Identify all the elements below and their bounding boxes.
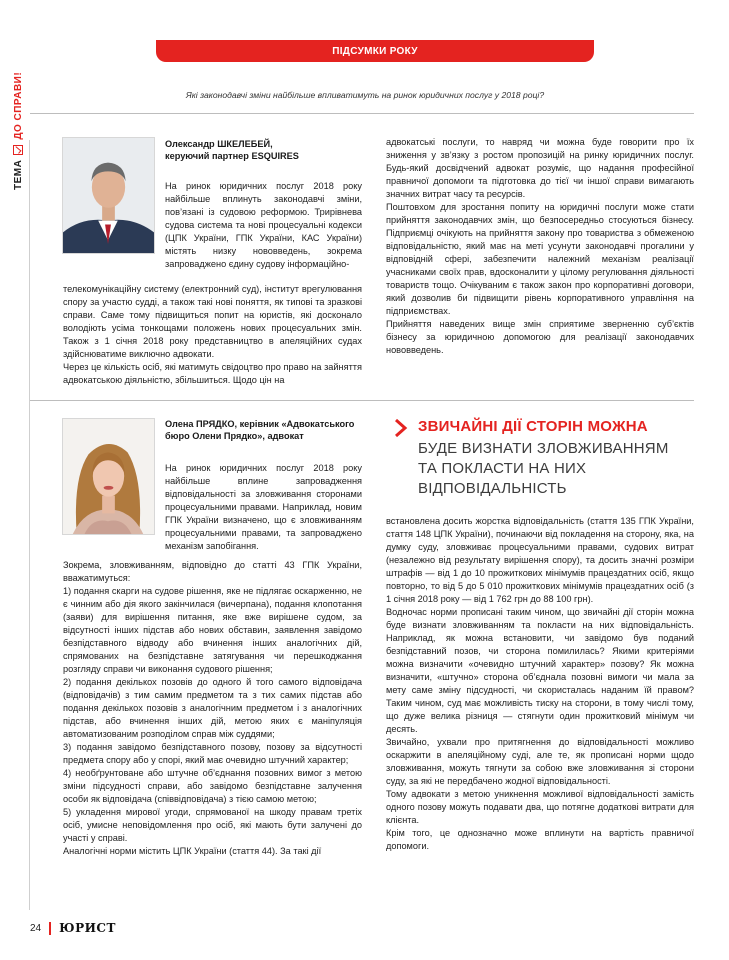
- list-item: 3) подання завідомо безпідставного позову, позову за відсутності предмета спору або у спорі, який має очевидно штучний характер;: [63, 742, 362, 765]
- list-item: 5) укладення мирової угоди, спрямованої на шкоду правам третіх осіб, умисне неповідомлення про осіб, які мають бути залучені до участі у справі.: [63, 807, 362, 843]
- pull-quote-heading: ЗВИЧАЙНІ ДІЇ СТОРІН МОЖНА: [418, 418, 648, 435]
- pull-quote-line: ТА ПОКЛАСТИ НА НИХ: [418, 460, 587, 477]
- pull-quote-line: ВІДПОВІДАЛЬНІСТЬ: [418, 480, 567, 497]
- section-header-bar: [156, 40, 594, 62]
- paragraph: Аналогічні норми містить ЦПК України (стаття 44). За такі дії: [63, 846, 322, 856]
- pull-quote-line: БУДЕ ВИЗНАТИ ЗЛОВЖИВАННЯМ: [418, 440, 669, 457]
- side-divider: [29, 140, 30, 910]
- paragraph: встановлена досить жорстка відповідальність (стаття 135 ГПК України, стаття 148 ЦПК України), починаючи від покладення на сторону, яка, на думку суду, зловживає процесуальними правами, судових витрат (незалежно від результату вирішення спору), та досить значні розміри штрафів — від 1 до 10 прожиткових мінімумів працездатних осіб, якщо повторно, то від 5 до 5 010 прожиткових мінімумів працездатних осіб (з 1 січня 2018 року — від 1 762 грн до 88 100 грн).: [386, 516, 694, 604]
- chevron-right-icon: [393, 418, 409, 438]
- middle-divider: [30, 400, 694, 401]
- paragraph: Крім того, це однозначно може вплинути на вартість правничої допомоги.: [386, 828, 694, 851]
- magazine-logo: ЮРИСТ: [59, 921, 116, 935]
- paragraph: адвокатські послуги, то навряд чи можна буде говорити про їх зниження у зв’язку з ростом пропозицій на ринку юридичних послуг. Будь-який досвідчений адвокат розуміє, що надання професійної правничої допомоги та підготовка до тієї чи іншої справи вимагають значних витрат часу та ресурсів.: [386, 137, 694, 199]
- paragraph: Зокрема, зловживанням, відповідно до статті 43 ГПК України, вважатимуться:: [63, 560, 362, 583]
- list-item: 4) необґрунтоване або штучне об’єднання позовних вимог з метою зміни підсудності справи, або завідомо безпідставне залучення особи як відповідача (співвідповідача) з тією самою метою;: [63, 768, 362, 804]
- paragraph: Водночас норми прописані таким чином, що звичайні дії сторін можна буде визнати зловживанням та покласти на них відповідальність. Наприклад, як можна встановити, чи завідомо був поданий безпідставний позов, чи сторона помилилась? Якими критеріями можна визначити «очевидно штучний характер» позову? Як можна визначити, «штучно» сторона об’єднала позовні вимоги чи мала за мету саме зміну підсудності, чи скористалась наданим їй правом? Таким чином, суд має можливість тиску на сторони, в тому числі тому, що дуже велика різниця — стягнути один прожитковий мінімум чи десять.: [386, 607, 694, 734]
- paragraph: телекомунікаційну систему (електронний суд), інститут врегулювання спору за участю судді, а також такі нові поняття, як типові та зразкові справи. Саме тому підвищиться попит на юристів, які досконало володіють усіма тонкощами положень нових процесуальних змін. Також з 1 січня 2018 року представництво в апеляційних судах здійснюватиме виключно адвокати.: [63, 284, 362, 359]
- portrait-photo-priadko: [62, 418, 155, 535]
- paragraph: Поштовхом для зростання попиту на юридичні послуги може стати прийняття законодавчих змін, що безпосередньо стосуються бізнесу. Підприємці очікують на прийняття закону про товариства з обмеженою відповідальністю, який має на меті усунути законодавчі прогалини у відповідній сфері, забезпечити належний механізм реалізації учасниками своїх прав, вдосконалити у цілому регулювання діяльності товариств тощо. Очікуваним є також закон про корпоративні договори, який дозволив би підвищити рівень корпоративного управління на підприємствах.: [386, 202, 694, 316]
- section-side-tag: [8, 40, 28, 190]
- paragraph: Прийняття наведених вище змін сприятиме зверненню суб’єктів бізнесу за юридичною допомогою для реалізації законодавчих нововведень.: [386, 319, 694, 355]
- list-item: 2) подання декількох позовів до одного й того самого відповідача (відповідачів) з тим самим предметом та з тих самих підстав або подання декількох позовів з аналогічним предметом і з аналогічних підстав, або вчинення інших дій, метою яких є маніпуляція автоматизованим розподілом справ між суддями;: [63, 677, 362, 739]
- author-position: бюро Олени Прядко», адвокат: [165, 431, 304, 441]
- author-name: Олександр ШКЕЛЕБЕЙ,: [165, 139, 273, 149]
- paragraph: Тому адвокати з метою уникнення можливої відповідальності замість одного позову можуть подавати два, що потягне додаткові витрати для клієнта.: [386, 789, 694, 825]
- side-tag-label: ТЕМА: [12, 159, 24, 190]
- pull-quote-subheading: [418, 439, 669, 499]
- page-number: 24: [30, 922, 42, 934]
- portrait-photo-shkelebei: [62, 137, 155, 254]
- side-tag-highlight: ДО СПРАВИ!: [12, 71, 24, 140]
- author-name: Олена ПРЯДКО, керівник «Адвокатського: [165, 419, 355, 429]
- paragraph: На ринок юридичних послуг 2018 року найбільше вплинуть законодавчі зміни, пов’язані із судовою реформою. Трирівнева судова система та нові процесуальні кодекси (ЦПК України, ГПК України, КАС України) містять низку нововведень, зокрема запроваджено єдину судову інформаційно-: [165, 181, 362, 269]
- author-position: керуючий партнер ESQUIRES: [165, 151, 299, 161]
- top-divider: [30, 113, 694, 114]
- paragraph: Звичайно, ухвали про притягнення до відповідальності можливо оскаржити в апеляційному суді, але те, як прописані норми щодо зловживання, можуть тягнути за собою вже зловживання зі сторони суду, за які не передбачено жодної відповідальності.: [386, 737, 694, 786]
- list-item: 1) подання скарги на судове рішення, яке не підлягає оскарженню, не є чинним або дія якого закінчилася (вичерпана), подання клопотання (заяви) для вирішення питання, яке вже вирішене судом, за відсутності інших підстав або нових обставин, заявлення завідомо безпідставного відводу або вчинення інших аналогічних дій, спрямованих на безпідставне затягування чи перешкоджання розгляду справи чи виконання судового рішення;: [63, 586, 362, 674]
- page-footer: [30, 921, 116, 935]
- section-title: ПІДСУМКИ РОКУ: [332, 45, 418, 57]
- checkbox-icon: [13, 145, 23, 155]
- article-question: Які законодавчі зміни найбільше впливатимуть на ринок юридичних послуг у 2018 році?: [185, 90, 545, 100]
- paragraph: Через це кількість осіб, які матимуть свідоцтво про право на зайняття адвокатською діяльністю, збільшиться. Щодо цін на: [63, 362, 362, 385]
- paragraph: На ринок юридичних послуг 2018 року найбільше вплине запровадження відповідальності за зловживання сторонами процесуальними правами. Наприклад, новим ГПК України визначено, що є зловживанням процесуальними правами, та запроваджено механізм запобігання.: [165, 463, 362, 551]
- footer-separator: [49, 922, 51, 935]
